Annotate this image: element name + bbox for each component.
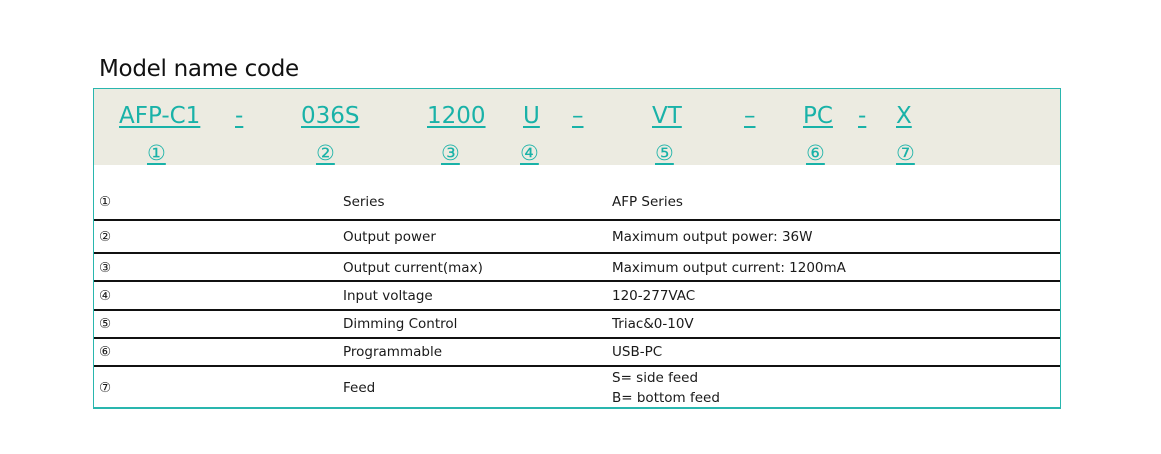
row-description: Triac&0-10V [612, 316, 694, 332]
row-number: ② [99, 229, 112, 245]
row-description: USB-PC [612, 344, 663, 360]
row-description-line: S= side feed [612, 370, 699, 386]
code-number: ② [316, 141, 335, 165]
row-item: Programmable [343, 344, 443, 360]
row-number: ③ [99, 260, 112, 276]
row-number: ⑤ [99, 316, 112, 332]
table-row [94, 311, 1060, 339]
row-number: ⑦ [99, 380, 112, 396]
spec-table [94, 165, 1060, 409]
code-dash: – [744, 103, 756, 129]
code-number: ⑥ [806, 141, 825, 165]
row-number: ④ [99, 288, 112, 304]
row-description-line: B= bottom feed [612, 390, 720, 406]
code-series: AFP-C1 [119, 103, 201, 129]
code-number: ① [147, 141, 166, 165]
code-current: 1200 [427, 103, 486, 129]
code-dimming: VT [652, 103, 682, 129]
page-title: Model name code [99, 56, 299, 82]
row-item: Series [343, 194, 385, 210]
table-row [94, 221, 1060, 254]
code-dash: – [572, 103, 584, 129]
code-dash: - [858, 103, 867, 129]
code-programmable: PC [803, 103, 833, 129]
table-row [94, 339, 1060, 367]
table-row [94, 165, 1060, 221]
row-item: Feed [343, 380, 376, 396]
row-item: Dimming Control [343, 316, 458, 332]
code-power: 036S [301, 103, 360, 129]
row-number: ① [99, 194, 112, 210]
code-dash: - [235, 103, 244, 129]
row-description: 120-277VAC [612, 288, 696, 304]
table-row [94, 282, 1060, 311]
code-number: ⑦ [896, 141, 915, 165]
row-item: Output current(max) [343, 260, 483, 276]
code-number: ④ [520, 141, 539, 165]
row-item: Input voltage [343, 288, 433, 304]
model-code-band [94, 89, 1060, 165]
table-row [94, 254, 1060, 282]
table-row [94, 367, 1060, 409]
code-voltage: U [523, 103, 540, 129]
row-description: Maximum output current: 1200mA [612, 260, 846, 276]
model-code-frame [93, 88, 1061, 409]
code-number: ③ [441, 141, 460, 165]
row-description: Maximum output power: 36W [612, 229, 813, 245]
row-description: AFP Series [612, 194, 683, 210]
code-number: ⑤ [655, 141, 674, 165]
code-feed: X [896, 103, 912, 129]
row-number: ⑥ [99, 344, 112, 360]
row-item: Output power [343, 229, 436, 245]
